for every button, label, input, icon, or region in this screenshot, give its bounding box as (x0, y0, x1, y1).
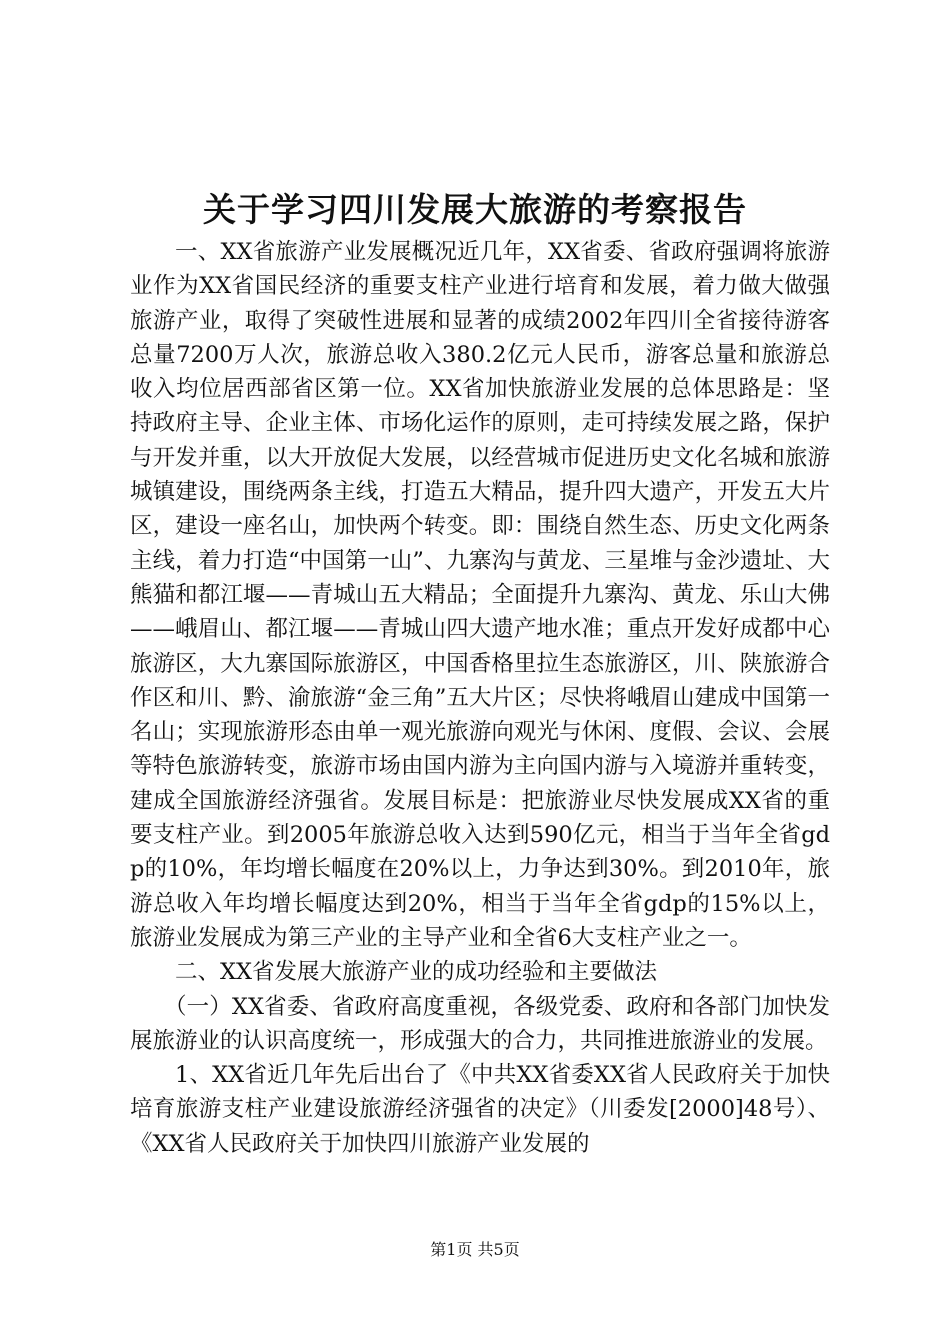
document-title: 关于学习四川发展大旅游的考察报告 (203, 190, 747, 229)
document-body (130, 235, 830, 1161)
page-footer (0, 1238, 950, 1262)
paragraph-subsection-1: （一）XX省委、省政府高度重视，各级党委、政府和各部门加快发展旅游业的认识高度统一，形成强大的合力，共同推进旅游业的发展。 (130, 993, 830, 1054)
paragraph-overview: 一、XX省旅游产业发展概况近几年，XX省委、省政府强调将旅游业作为XX省国民经济的重要支柱产业进行培育和发展，着力做大做强旅游产业，取得了突破性进展和显著的成绩2002年四川全省接待游客总量7200万人次，旅游总收入380.2亿元人民币，游客总量和旅游总收入均位居西部省区第一位。XX省加快旅游业发展的总体思路是：坚持政府主导、企业主体、市场化运作的原则，走可持续发展之路，保护与开发并重，以大开放促大发展，以经营城市促进历史文化名城和旅游城镇建设，围绕两条主线，打造五大精品，提升四大遗产，开发五大片区，建设一座名山，加快两个转变。即：围绕自然生态、历史文化两条主线，着力打造“中国第一山”、九寨沟与黄龙、三星堆与金沙遗址、大熊猫和都江堰——青城山五大精品；全面提升九寨沟、黄龙、乐山大佛——峨眉山、都江堰——青城山四大遗产地水准；重点开发好成都中心旅游区，大九寨国际旅游区，中国香格里拉生态旅游区，川、陕旅游合作区和川、黔、渝旅游“金三角”五大片区；尽快将峨眉山建成中国第一名山；实现旅游形态由单一观光旅游向观光与休闲、度假、会议、会展等特色旅游转变，旅游市场由国内游为主向国内游与入境游并重转变，建成全国旅游经济强省。发展目标是：把旅游业尽快发展成XX省的重要支柱产业。到2005年旅游总收入达到590亿元，相当于当年全省gdp的10%，年均增长幅度在20%以上，力争达到30%。到2010年，旅游总收入年均增长幅度达到20%，相当于当年全省gdp的15%以上，旅游业发展成为第三产业的主导产业和全省6大支柱产业之一。 (130, 239, 830, 951)
section-heading: 二、XX省发展大旅游产业的成功经验和主要做法 (175, 959, 658, 986)
paragraph-item-1: 1、XX省近几年先后出台了《中共XX省委XX省人民政府关于加快培育旅游支柱产业建设旅游经济强省的决定》（川委发[2000]48号）、《XX省人民政府关于加快四川旅游产业发展的 (130, 1062, 830, 1157)
page-total: 共5页 (477, 1240, 520, 1259)
page-number: 第1页 (430, 1240, 473, 1259)
